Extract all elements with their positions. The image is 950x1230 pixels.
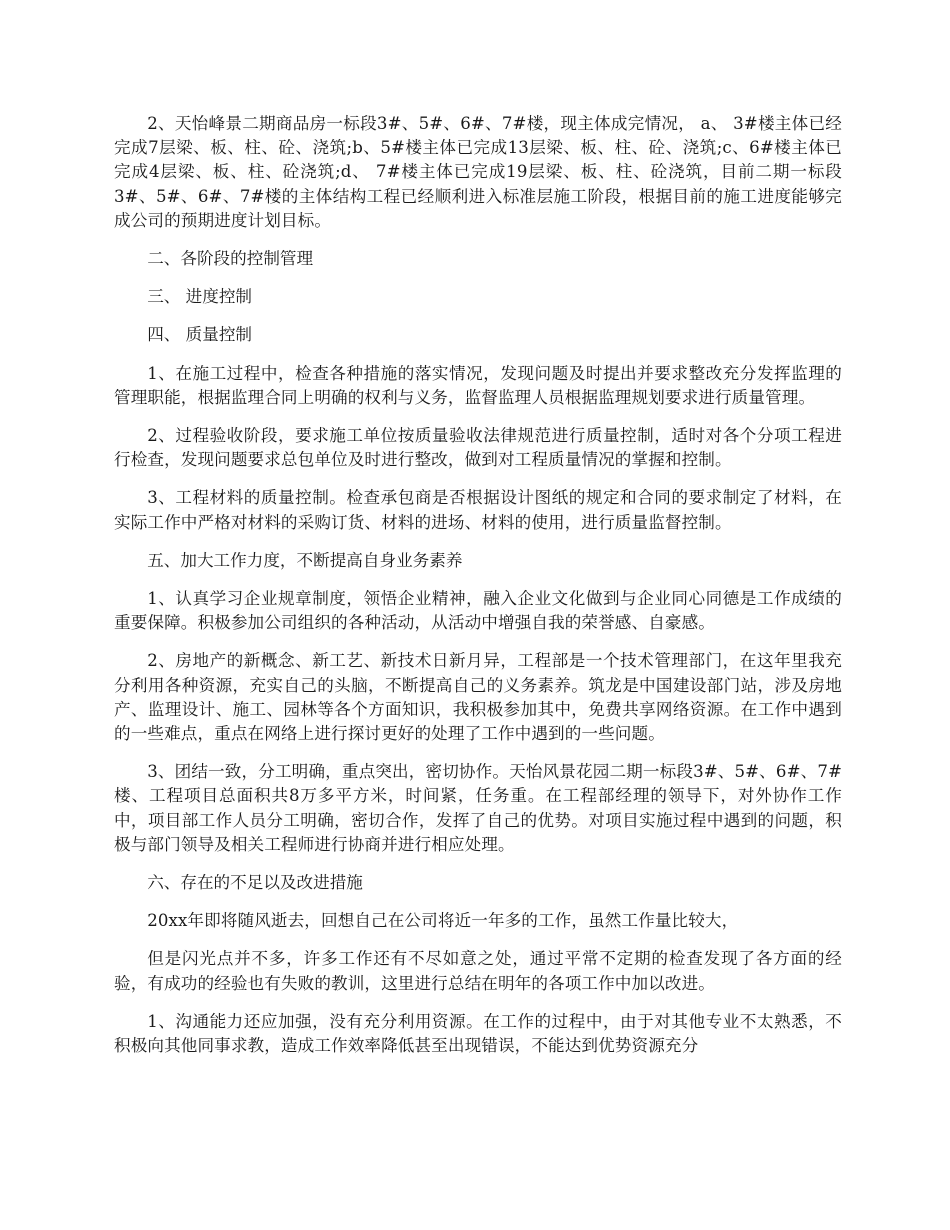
paragraph-effort-item-1: 1、认真学习企业规章制度，领悟企业精神，融入企业文化做到与企业同心同德是工作成绩的重要保障。积极参加公司组织的各种活动，从活动中增强自我的荣誉感、自豪感。 <box>114 589 842 633</box>
section-heading-shortcomings: 六、存在的不足以及改进措施 <box>147 873 363 893</box>
paragraph-quality-item-2: 2、过程验收阶段，要求施工单位按质量验收法律规范进行质量控制，适时对各个分项工程进行检查，发现问题要求总包单位及时进行整改，做到对工程质量情况的掌握和控制。 <box>114 426 842 470</box>
section-heading-control-management: 二、各阶段的控制管理 <box>147 249 314 269</box>
paragraph-progress-status: 2、天怡峰景二期商品房一标段3#、5#、6#、7#楼，现主体成完情况， a、 3#楼主体已经完成7层梁、板、柱、砼、浇筑;b、5#楼主体已完成13层梁、板、柱、砼、浇筑;c、6#楼主体已完成4层梁、板、柱、砼浇筑;d、 7#楼主体已完成19层梁、板、柱、砼浇筑，目前二期一标段3#、5#、6#、7#楼的主体结构工程已经顺利进入标准层施工阶段，根据目前的施工进度能够完成公司的预期进度计划目标。 <box>114 114 842 230</box>
paragraph-year-review: 20xx年即将随风逝去，回想自己在公司将近一年多的工作，虽然工作量比较大， <box>147 911 739 931</box>
paragraph-lessons: 但是闪光点并不多，许多工作还有不尽如意之处，通过平常不定期的检查发现了各方面的经验，有成功的经验也有失败的教训，这里进行总结在明年的各项工作中加以改进。 <box>114 949 842 993</box>
section-heading-schedule-control: 三、 进度控制 <box>147 287 253 307</box>
paragraph-effort-item-3: 3、团结一致，分工明确，重点突出，密切协作。天怡风景花园二期一标段3#、5#、6#、7#楼、工程项目总面积共8万多平方米，时间紧，任务重。在工程部经理的领导下，对外协作工作中，项目部工作人员分工明确，密切合作，发挥了自己的优势。对项目实施过程中遇到的问题，积极与部门领导及相关工程师进行协商并进行相应处理。 <box>114 762 842 854</box>
section-heading-quality-control: 四、 质量控制 <box>147 325 253 345</box>
paragraph-quality-item-1: 1、在施工过程中，检查各种措施的落实情况，发现问题及时提出并要求整改充分发挥监理的管理职能，根据监理合同上明确的权利与义务，监督监理人员根据监理规划要求进行质量管理。 <box>114 363 842 407</box>
paragraph-effort-item-2: 2、房地产的新概念、新工艺、新技术日新月异，工程部是一个技术管理部门，在这年里我充分利用各种资源，充实自己的头脑，不断提高自己的义务素养。筑龙是中国建设部门站，涉及房地产、监理设计、施工、园林等各个方面知识，我积极参加其中，免费共享网络资源。在工作中遇到的一些难点，重点在网络上进行探讨更好的处理了工作中遇到的一些问题。 <box>114 651 842 744</box>
paragraph-shortcoming-item-1: 1、沟通能力还应加强，没有充分利用资源。在工作的过程中，由于对其他专业不太熟悉，不积极向其他同事求教，造成工作效率降低甚至出现错误，不能达到优势资源充分 <box>114 1011 842 1056</box>
document-page <box>114 112 842 1072</box>
section-heading-work-effort: 五、加大工作力度，不断提高自身业务素养 <box>147 550 463 570</box>
paragraph-quality-item-3: 3、工程材料的质量控制。检查承包商是否根据设计图纸的规定和合同的要求制定了材料，在实际工作中严格对材料的采购订货、材料的进场、材料的使用，进行质量监督控制。 <box>114 488 842 532</box>
